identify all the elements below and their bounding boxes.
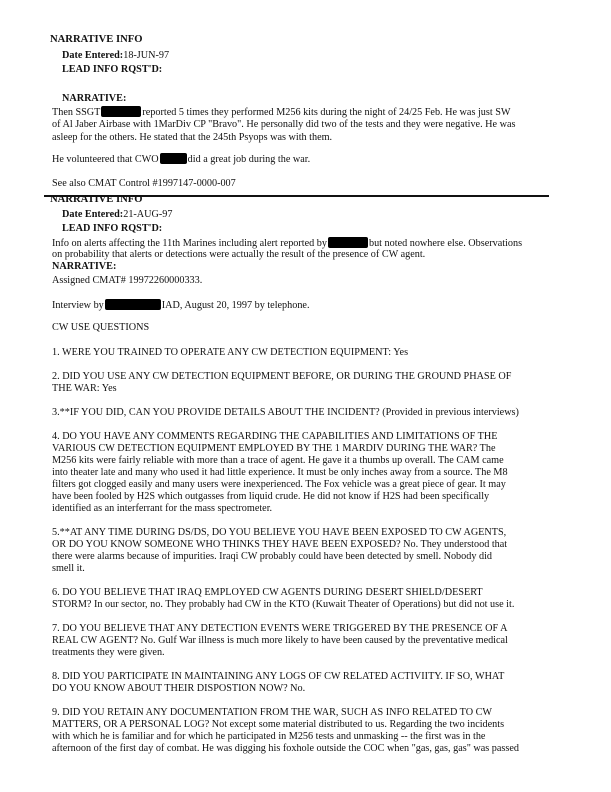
entry1-date-entered xyxy=(62,50,169,62)
redaction xyxy=(101,106,141,117)
entry2-text: Interview by xyxy=(52,300,104,311)
entry1-narrative-label: NARRATIVE: xyxy=(62,93,127,104)
question-3: 3.**IF YOU DID, CAN YOU PROVIDE DETAILS ABOUT THE INCIDENT? (Provided in previous interviews) xyxy=(52,407,519,418)
question-8-line: DO YOU KNOW ABOUT THEIR DISPOSTION NOW? No. xyxy=(52,683,306,694)
entry2-lead-line: on probability that alerts or detections were actually the result of the presence of CW agent. xyxy=(52,249,426,260)
question-7-line: 7. DO YOU BELIEVE THAT ANY DETECTION EVENTS WERE TRIGGERED BY THE PRESENCE OF A xyxy=(52,623,508,634)
entry2-text: IAD, August 20, 1997 by telephone. xyxy=(161,300,310,311)
cw-use-questions-heading: CW USE QUESTIONS xyxy=(52,322,150,333)
question-1: 1. WERE YOU TRAINED TO OPERATE ANY CW DETECTION EQUIPMENT: Yes xyxy=(52,347,409,358)
entry1-date-label: Date Entered: xyxy=(62,50,124,61)
question-5-line: OR DO YOU KNOW SOMEONE WHO THINKS THEY HAVE BEEN EXPOSED? No. They understood that xyxy=(52,539,508,550)
entry1-volunteered xyxy=(52,153,310,166)
question-4-line: into theater late and many who used it had little experience. It must be only inches away from a source. The M8 xyxy=(52,467,508,478)
entry1-text: reported 5 times they performed M256 kits during the night of 24/25 Feb. He was just SW xyxy=(142,107,511,118)
question-4-line: filters got clogged easily and many users were inexperienced. The Fox vehicle was a great piece of gear. It may xyxy=(52,479,506,490)
entry1-text: He volunteered that CWO xyxy=(52,154,159,165)
question-9-line: MATTERS, OR A PERSONAL LOG? Not except some material distributed to us. Regarding the two incidents xyxy=(52,719,505,730)
question-4-line: have been fooled by H2S which outgasses from liquid crude. He did not know if H2S had been specifically xyxy=(52,491,490,502)
entry1-paragraph-line: asleep for the others. He stated that the 245th Psyops was with them. xyxy=(52,132,333,143)
entry1-text: did a great job during the war. xyxy=(187,154,311,165)
question-5-line: smell it. xyxy=(52,563,85,574)
question-4-line: identified as an interferrant for the mass spectrometer. xyxy=(52,503,273,514)
question-2-line: THE WAR: Yes xyxy=(52,383,117,394)
question-6-line: 6. DO YOU BELIEVE THAT IRAQ EMPLOYED CW AGENTS DURING DESERT SHIELD/DESERT xyxy=(52,587,483,598)
entry2-date-entered xyxy=(62,209,172,221)
question-7-line: REAL CW AGENT? No. Gulf War illness is much more likely to have been caused by the preventative medical xyxy=(52,635,508,646)
redaction xyxy=(105,299,161,310)
entry1-paragraph-line: of Al Jaber Airbase with 1MarDiv CP "Bravo". He personally did two of the tests and they were negative. He was xyxy=(52,119,516,130)
entry1-lead-label: LEAD INFO RQST'D: xyxy=(62,64,163,75)
entry1-see-also: See also CMAT Control #1997147-0000-007 xyxy=(52,178,236,189)
entry2-text: Info on alerts affecting the 11th Marines including alert reported by xyxy=(52,238,327,249)
question-5-line: there were alarms because of impurities. Iraqi CW probably could have been detected by smell. Nobody did xyxy=(52,551,492,562)
entry1-text: Then SSGT xyxy=(52,107,101,118)
entry2-lead-label: LEAD INFO RQST'D: xyxy=(62,223,163,234)
question-7-line: treatments they were given. xyxy=(52,647,165,658)
question-4-line: VARIOUS CW DETECTION EQUIPMENT EMPLOYED BY THE 1 MARDIV DURING THE WAR? The xyxy=(52,443,496,454)
question-8-line: 8. DID YOU PARTICIPATE IN MAINTAINING ANY LOGS OF CW RELATED ACTIVIITY. IF SO, WHAT xyxy=(52,671,505,682)
entry2-header: NARRATIVE INFO xyxy=(50,194,143,205)
entry2-interview xyxy=(52,299,310,312)
question-2-line: 2. DID YOU USE ANY CW DETECTION EQUIPMENT BEFORE, OR DURING THE GROUND PHASE OF xyxy=(52,371,512,382)
question-9-line: with which he is familiar and for which he participated in M256 tests and unmasking -- the first was in the xyxy=(52,731,486,742)
question-6-line: STORM? In our sector, no. They probably had CW in the KTO (Kuwait Theater of Operations) but did not use it. xyxy=(52,599,515,610)
question-9-line: 9. DID YOU RETAIN ANY DOCUMENTATION FROM THE WAR, SUCH AS INFO RELATED TO CW xyxy=(52,707,493,718)
question-5-line: 5.**AT ANY TIME DURING DS/DS, DO YOU BELIEVE YOU HAVE BEEN EXPOSED TO CW AGENTS, xyxy=(52,527,507,538)
redaction xyxy=(328,237,368,248)
entry2-assigned: Assigned CMAT# 19972260000333. xyxy=(52,275,203,286)
entry2-date-value: 21-AUG-97 xyxy=(123,209,173,220)
redaction xyxy=(160,153,187,164)
question-9-line: afternoon of the first day of combat. He was digging his foxhole outside the COC when "gas, gas, gas" was passed xyxy=(52,743,519,754)
entry1-date-value: 18-JUN-97 xyxy=(123,50,170,61)
entry2-date-label: Date Entered: xyxy=(62,209,124,220)
entry1-header: NARRATIVE INFO xyxy=(50,34,143,45)
entry1-paragraph-line xyxy=(52,106,511,119)
question-4-line: M256 kits were fairly reliable with more than a trace of agent. He gave it a thumbs up overall. The CAM came xyxy=(52,455,504,466)
question-4-line: 4. DO YOU HAVE ANY COMMENTS REGARDING THE CAPABILITIES AND LIMITATIONS OF THE xyxy=(52,431,498,442)
entry2-narrative-label: NARRATIVE: xyxy=(52,261,117,272)
entry2-text: but noted nowhere else. Observations xyxy=(368,238,523,249)
